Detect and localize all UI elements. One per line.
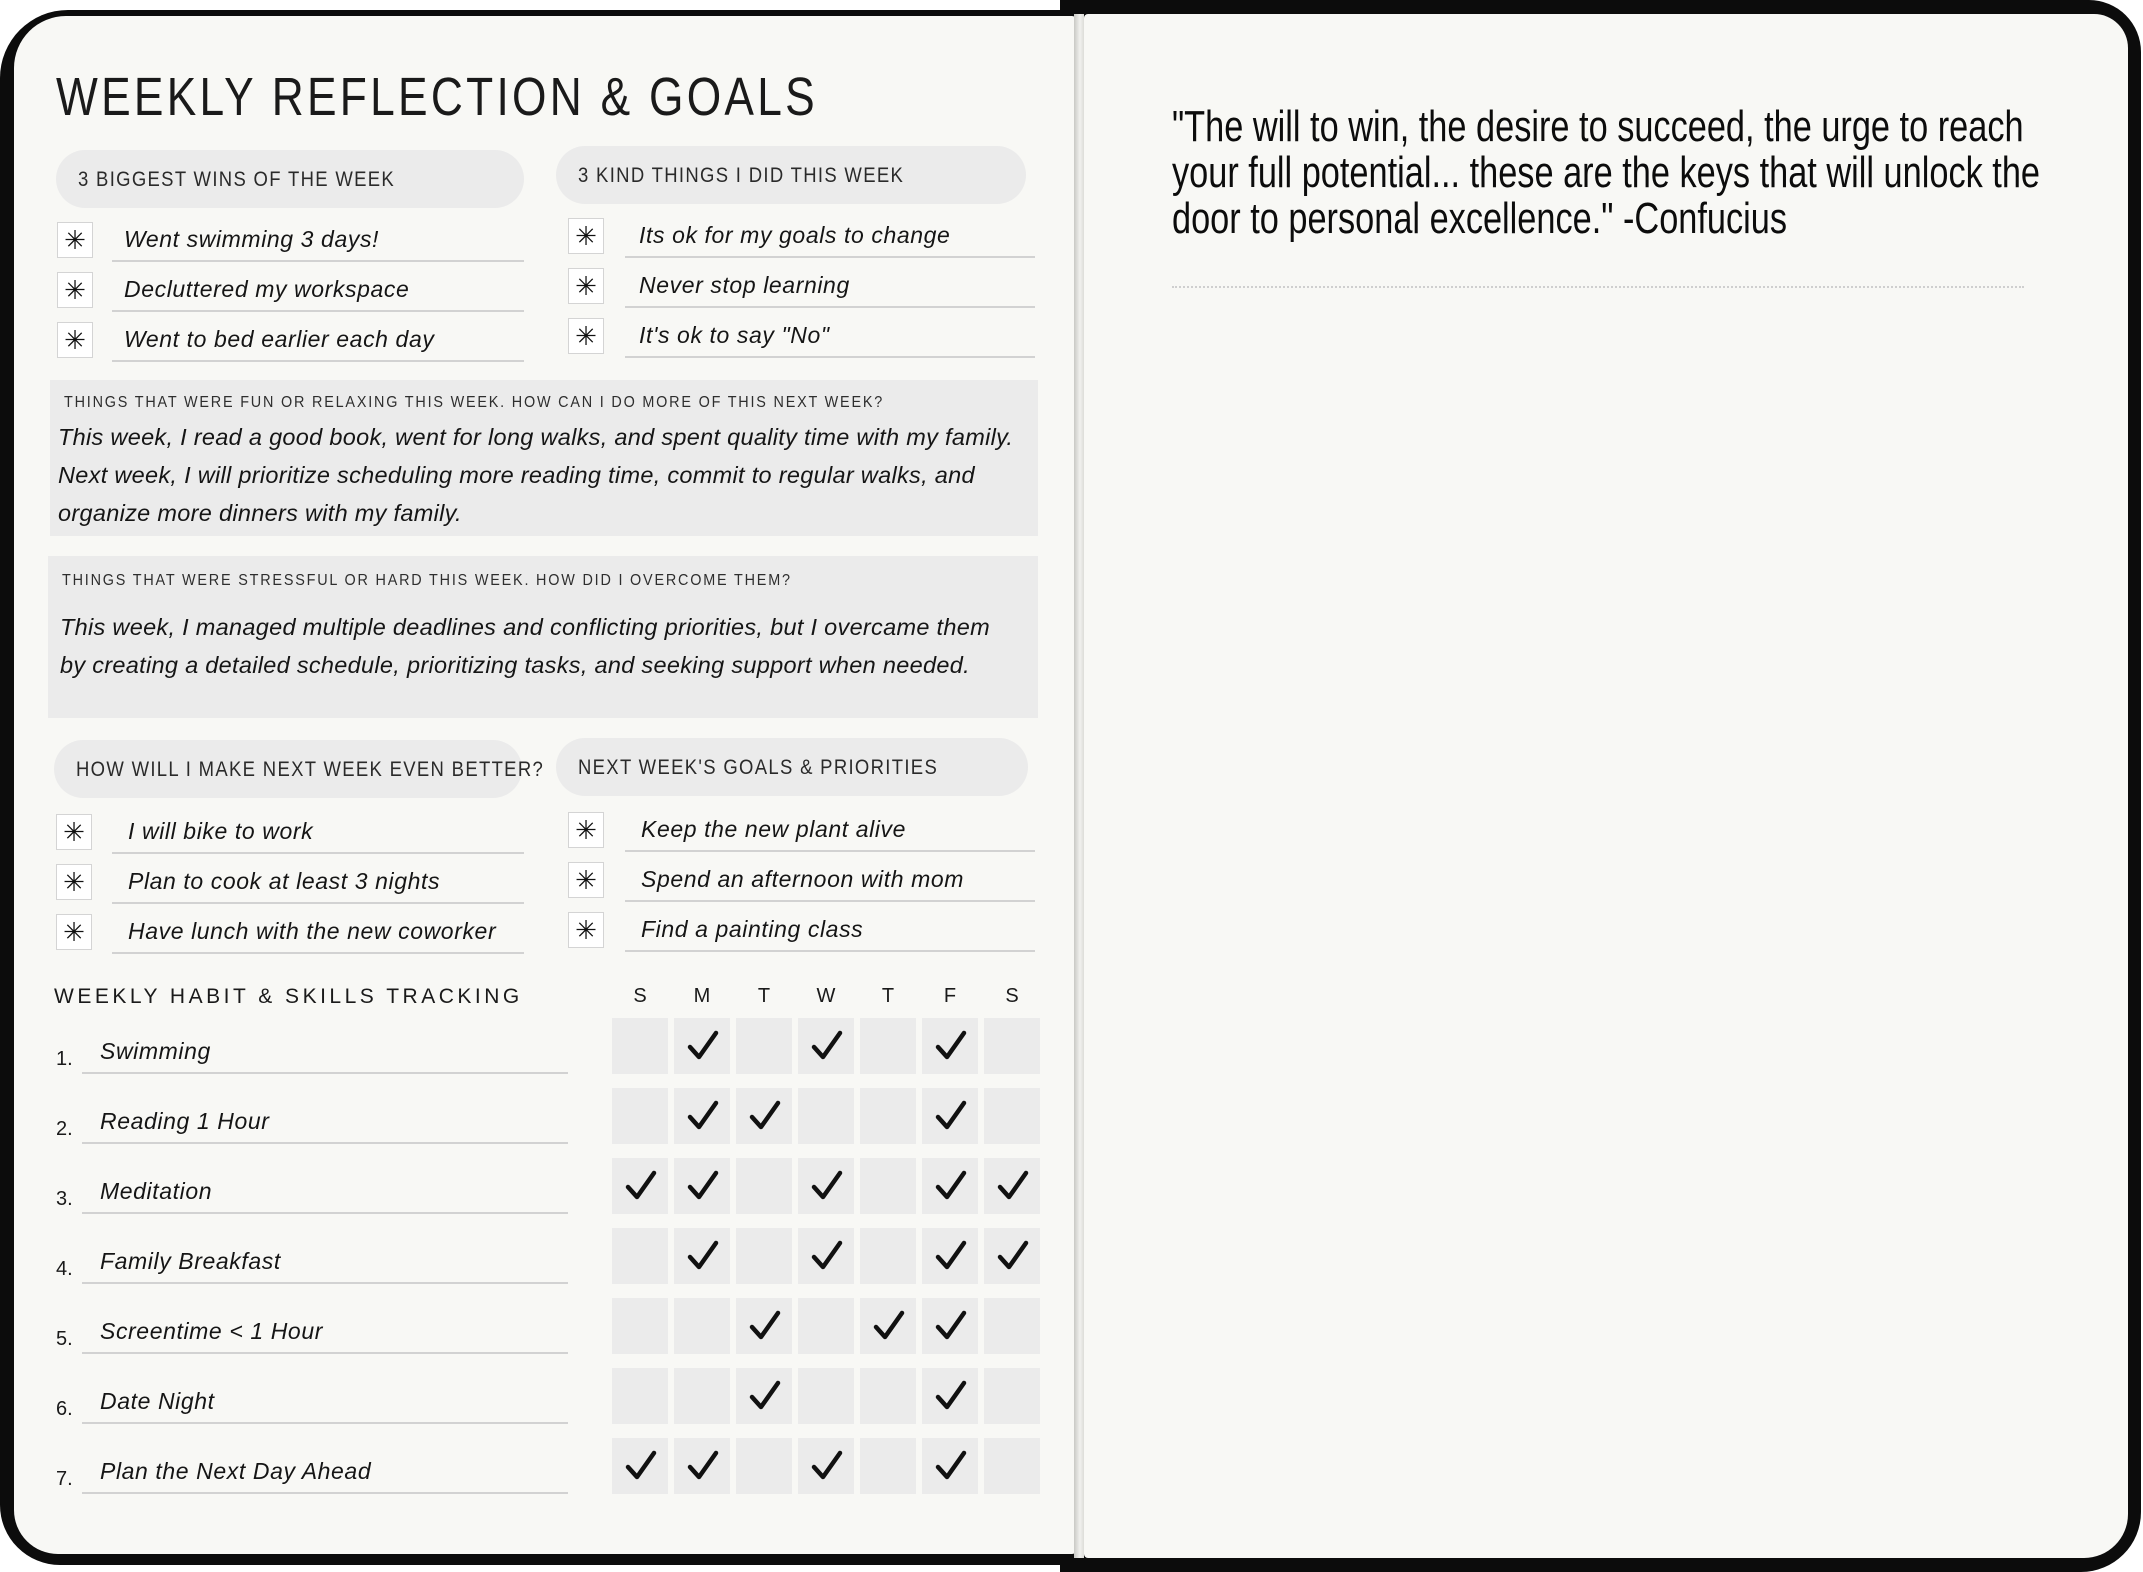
- habit-day-cell[interactable]: [922, 1018, 978, 1074]
- kind-list-item[interactable]: [625, 316, 1035, 358]
- wins-item-text: Decluttered my workspace: [124, 276, 410, 302]
- kind-item-text: Its ok for my goals to change: [639, 222, 951, 248]
- kind-list-item[interactable]: [625, 216, 1035, 258]
- habit-row[interactable]: [82, 1450, 568, 1494]
- kind-list-item[interactable]: [625, 266, 1035, 308]
- habit-number: 5.: [56, 1328, 73, 1350]
- checkmark-icon: [922, 1298, 978, 1354]
- fun-line-3: organize more dinners with my family.: [58, 500, 462, 526]
- asterisk-icon: ✳: [575, 221, 597, 251]
- checkmark-icon: [798, 1018, 854, 1074]
- habit-day-cell[interactable]: [922, 1158, 978, 1214]
- habit-day-cell[interactable]: [860, 1158, 916, 1214]
- goals-list-item[interactable]: [625, 810, 1035, 852]
- better-list-item[interactable]: [112, 862, 524, 904]
- kind-checkbox[interactable]: [568, 218, 604, 254]
- checkmark-icon: [612, 1158, 668, 1214]
- asterisk-icon: ✳: [575, 271, 597, 301]
- goals-item-text: Spend an afternoon with mom: [641, 866, 965, 892]
- better-checkbox[interactable]: [56, 814, 92, 850]
- habit-day-cell[interactable]: [984, 1298, 1040, 1354]
- wins-checkbox[interactable]: [57, 222, 93, 258]
- checkmark-icon: [860, 1298, 916, 1354]
- kind-checkbox[interactable]: [568, 318, 604, 354]
- habit-name: Reading 1 Hour: [100, 1108, 270, 1134]
- kind-item-text: Never stop learning: [639, 272, 850, 298]
- asterisk-icon: ✳: [63, 917, 85, 947]
- asterisk-icon: ✳: [575, 915, 597, 945]
- habit-day-cell[interactable]: [984, 1088, 1040, 1144]
- habit-number: 1.: [56, 1048, 73, 1070]
- habit-day-cell[interactable]: [736, 1228, 792, 1284]
- habit-name: Date Night: [100, 1388, 215, 1414]
- better-item-text: Plan to cook at least 3 nights: [128, 868, 441, 894]
- habit-day-cell[interactable]: [984, 1438, 1040, 1494]
- checkmark-icon: [922, 1088, 978, 1144]
- tracking-header: WEEKLY HABIT & SKILLS TRACKING: [54, 985, 523, 1008]
- habit-day-cell[interactable]: [674, 1438, 730, 1494]
- habit-day-cell[interactable]: [860, 1368, 916, 1424]
- habit-day-cell[interactable]: [984, 1018, 1040, 1074]
- habit-day-cell[interactable]: [984, 1228, 1040, 1284]
- stressful-header: THINGS THAT WERE STRESSFUL OR HARD THIS WEEK. HOW DID I OVERCOME THEM?: [62, 572, 792, 589]
- habit-number: 7.: [56, 1468, 73, 1490]
- better-list-item[interactable]: [112, 912, 524, 954]
- fun-line-2: Next week, I will prioritize scheduling more reading time, commit to regular walks, and: [58, 462, 975, 488]
- kind-item-text: It's ok to say "No": [639, 322, 830, 348]
- habit-day-cell[interactable]: [798, 1018, 854, 1074]
- habit-day-cell[interactable]: [674, 1158, 730, 1214]
- habit-day-cell[interactable]: [736, 1438, 792, 1494]
- habit-day-cell[interactable]: [798, 1158, 854, 1214]
- day-header: W: [816, 985, 836, 1007]
- habit-name: Screentime < 1 Hour: [100, 1318, 323, 1344]
- wins-header: 3 BIGGEST WINS OF THE WEEK: [78, 168, 396, 191]
- checkmark-icon: [674, 1088, 730, 1144]
- fun-line-1: This week, I read a good book, went for long walks, and spent quality time with my family.: [58, 424, 1014, 450]
- stress-line-2: by creating a detailed schedule, prioritizing tasks, and seeking support when needed.: [60, 652, 970, 678]
- better-list-item[interactable]: [112, 812, 524, 854]
- habit-number: 2.: [56, 1118, 73, 1140]
- checkmark-icon: [984, 1228, 1040, 1284]
- habit-name: Plan the Next Day Ahead: [100, 1458, 372, 1484]
- goals-item-text: Find a painting class: [641, 916, 864, 942]
- checkmark-icon: [674, 1158, 730, 1214]
- habit-day-cell[interactable]: [612, 1438, 668, 1494]
- kind-header: 3 KIND THINGS I DID THIS WEEK: [578, 164, 905, 187]
- habit-row[interactable]: [82, 1310, 568, 1354]
- better-item-text: I will bike to work: [128, 818, 314, 844]
- checkmark-icon: [984, 1158, 1040, 1214]
- checkmark-icon: [922, 1158, 978, 1214]
- stressful-box: [48, 556, 1038, 718]
- checkmark-icon: [612, 1438, 668, 1494]
- goals-checkbox[interactable]: [568, 862, 604, 898]
- checkmark-icon: [674, 1228, 730, 1284]
- day-header: S: [633, 985, 647, 1007]
- habit-name: Family Breakfast: [100, 1248, 281, 1274]
- habit-day-cell[interactable]: [612, 1158, 668, 1214]
- habit-day-cell[interactable]: [798, 1438, 854, 1494]
- kind-checkbox[interactable]: [568, 268, 604, 304]
- better-item-text: Have lunch with the new coworker: [128, 918, 497, 944]
- habit-day-cell[interactable]: [674, 1228, 730, 1284]
- day-header: M: [693, 985, 711, 1007]
- stress-line-1: This week, I managed multiple deadlines and conflicting priorities, but I overcame them: [60, 614, 990, 640]
- habit-day-cell[interactable]: [860, 1228, 916, 1284]
- asterisk-icon: ✳: [575, 321, 597, 351]
- stressful-text[interactable]: [60, 608, 990, 684]
- habit-day-cell[interactable]: [860, 1438, 916, 1494]
- habit-day-cell[interactable]: [798, 1088, 854, 1144]
- goals-list-item[interactable]: [625, 860, 1035, 902]
- wins-item-text: Went swimming 3 days!: [124, 226, 380, 252]
- habit-number: 4.: [56, 1258, 73, 1280]
- fun-relaxing-header: THINGS THAT WERE FUN OR RELAXING THIS WEEK. HOW CAN I DO MORE OF THIS NEXT WEEK?: [64, 394, 885, 411]
- better-checkbox[interactable]: [56, 864, 92, 900]
- checkmark-icon: [736, 1368, 792, 1424]
- habit-day-cell[interactable]: [798, 1228, 854, 1284]
- checkmark-icon: [798, 1158, 854, 1214]
- asterisk-icon: ✳: [64, 225, 86, 255]
- habit-day-cell[interactable]: [736, 1298, 792, 1354]
- checkmark-icon: [922, 1368, 978, 1424]
- habit-day-cell[interactable]: [984, 1158, 1040, 1214]
- checkmark-icon: [922, 1018, 978, 1074]
- better-header: HOW WILL I MAKE NEXT WEEK EVEN BETTER?: [76, 758, 545, 781]
- checkmark-icon: [922, 1438, 978, 1494]
- habit-day-cell[interactable]: [736, 1018, 792, 1074]
- habit-row[interactable]: [82, 1100, 568, 1144]
- wins-checkbox[interactable]: [57, 322, 93, 358]
- fun-relaxing-box: [50, 380, 1038, 536]
- asterisk-icon: ✳: [64, 275, 86, 305]
- habit-day-cell[interactable]: [612, 1018, 668, 1074]
- checkmark-icon: [674, 1018, 730, 1074]
- habit-day-cell[interactable]: [922, 1438, 978, 1494]
- habit-day-cell[interactable]: [798, 1368, 854, 1424]
- notebook-spine: [1074, 14, 1084, 1558]
- habit-row[interactable]: [82, 1030, 568, 1074]
- habit-day-cell[interactable]: [612, 1088, 668, 1144]
- habit-day-cell[interactable]: [736, 1158, 792, 1214]
- habit-number: 6.: [56, 1398, 73, 1420]
- habit-day-cell[interactable]: [674, 1018, 730, 1074]
- habit-day-cell[interactable]: [674, 1368, 730, 1424]
- fun-relaxing-text[interactable]: [58, 418, 1013, 532]
- habit-day-cell[interactable]: [674, 1298, 730, 1354]
- page-title: WEEKLY REFLECTION & GOALS: [56, 67, 818, 127]
- habit-day-cell[interactable]: [984, 1368, 1040, 1424]
- habit-row[interactable]: [82, 1170, 568, 1214]
- day-header: F: [943, 985, 957, 1007]
- checkmark-icon: [674, 1438, 730, 1494]
- goals-item-text: Keep the new plant alive: [641, 816, 907, 842]
- asterisk-icon: ✳: [63, 867, 85, 897]
- right-page: [1084, 14, 2128, 1558]
- habit-day-cell[interactable]: [922, 1298, 978, 1354]
- habit-row[interactable]: [82, 1380, 568, 1424]
- habit-day-cell[interactable]: [922, 1228, 978, 1284]
- checkmark-icon: [798, 1438, 854, 1494]
- wins-header-pill: [56, 150, 524, 208]
- goals-checkbox[interactable]: [568, 912, 604, 948]
- better-checkbox[interactable]: [56, 914, 92, 950]
- habit-number: 3.: [56, 1188, 73, 1210]
- habit-name: Meditation: [100, 1178, 213, 1204]
- asterisk-icon: ✳: [63, 817, 85, 847]
- asterisk-icon: ✳: [64, 325, 86, 355]
- habit-day-cell[interactable]: [736, 1368, 792, 1424]
- goals-header: NEXT WEEK'S GOALS & PRIORITIES: [578, 756, 939, 779]
- checkmark-icon: [736, 1298, 792, 1354]
- habit-row[interactable]: [82, 1240, 568, 1284]
- wins-list-item[interactable]: [112, 220, 524, 262]
- better-header-pill: [54, 740, 545, 798]
- asterisk-icon: ✳: [575, 865, 597, 895]
- goals-list-item[interactable]: [625, 910, 1035, 952]
- wins-list-item[interactable]: [112, 270, 524, 312]
- dotted-divider: [1172, 286, 2024, 288]
- wins-list-item[interactable]: [112, 320, 524, 362]
- habit-day-cell[interactable]: [612, 1228, 668, 1284]
- habit-day-cell[interactable]: [922, 1368, 978, 1424]
- goals-checkbox[interactable]: [568, 812, 604, 848]
- day-header: T: [881, 985, 895, 1007]
- goals-header-pill: [556, 738, 1028, 796]
- quote-text: "The will to win, the desire to succeed, the urge to reach your full potential... these are the keys that will unlock the door to personal excellence." -Confucius: [1172, 102, 2041, 243]
- habit-day-cell[interactable]: [612, 1298, 668, 1354]
- habit-day-cell[interactable]: [736, 1088, 792, 1144]
- habit-day-cell[interactable]: [674, 1088, 730, 1144]
- habit-day-cell[interactable]: [612, 1368, 668, 1424]
- checkmark-icon: [798, 1228, 854, 1284]
- habit-name: Swimming: [100, 1038, 211, 1064]
- habit-day-cell[interactable]: [860, 1088, 916, 1144]
- wins-item-text: Went to bed earlier each day: [124, 326, 435, 352]
- habit-day-cell[interactable]: [860, 1018, 916, 1074]
- wins-checkbox[interactable]: [57, 272, 93, 308]
- day-header: S: [1005, 985, 1019, 1007]
- checkmark-icon: [736, 1088, 792, 1144]
- asterisk-icon: ✳: [575, 815, 597, 845]
- habit-day-cell[interactable]: [922, 1088, 978, 1144]
- day-header: T: [757, 985, 771, 1007]
- kind-header-pill: [556, 146, 1026, 204]
- habit-day-cell[interactable]: [860, 1298, 916, 1354]
- habit-day-cell[interactable]: [798, 1298, 854, 1354]
- checkmark-icon: [922, 1228, 978, 1284]
